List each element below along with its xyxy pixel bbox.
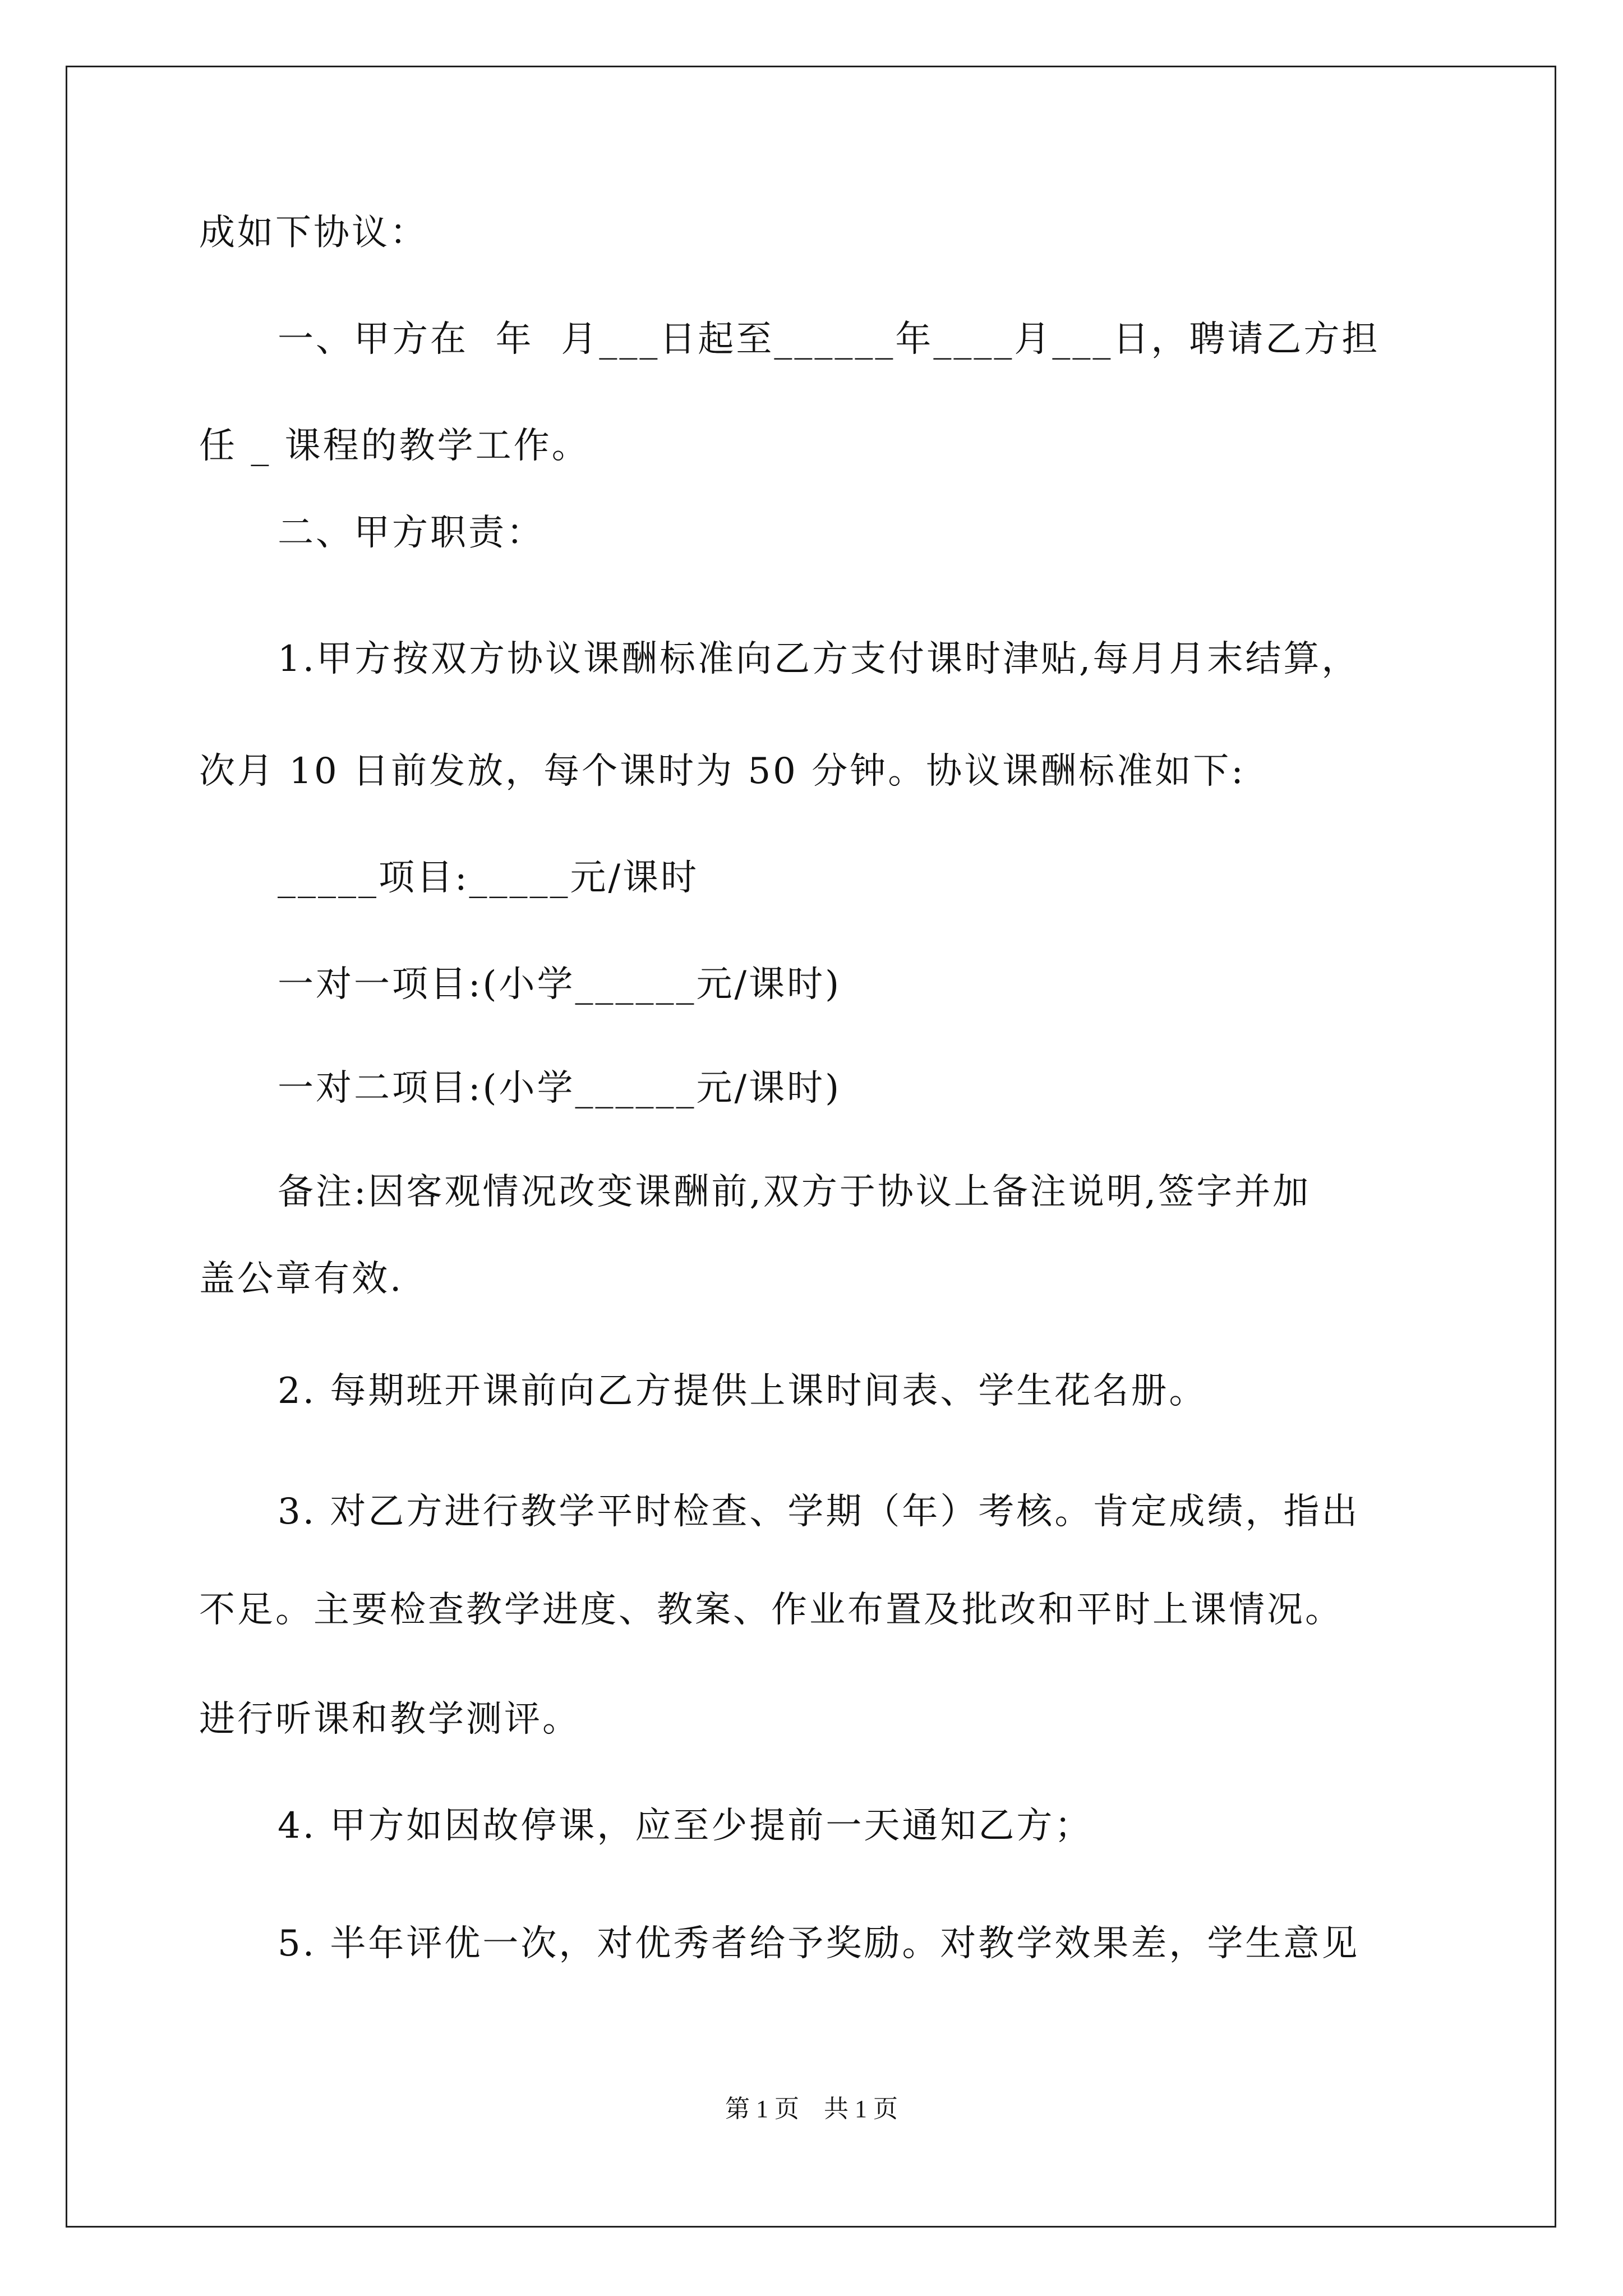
text-line-3: 任 _ 课程的教学工作。 <box>199 425 590 467</box>
text-line-6: 次月 10 日前发放，每个课时为 50 分钟。协议课酬标准如下: <box>199 751 1246 792</box>
text-line-16: 4. 甲方如因故停课，应至少提前一天通知乙方； <box>278 1805 1093 1847</box>
page-border <box>66 66 1556 2228</box>
text-line-2: 一、甲方在 年 月___日起至______年____月___日，聘请乙方担 <box>278 319 1380 360</box>
text-line-10: 备注:因客观情况改变课酬前,双方于协议上备注说明,签字并加 <box>278 1171 1311 1213</box>
page-number-footer: 第 1 页 共 1 页 <box>725 2095 898 2123</box>
text-line-5: 1.甲方按双方协议课酬标准向乙方支付课时津贴,每月月末结算， <box>278 638 1360 680</box>
text-line-7: _____项目:_____元/课时 <box>278 857 699 899</box>
text-line-17: 5. 半年评优一次，对优秀者给予奖励。对教学效果差，学生意见 <box>278 1923 1360 1964</box>
text-line-12: 2. 每期班开课前向乙方提供上课时间表、学生花名册。 <box>278 1370 1207 1412</box>
text-line-1: 成如下协议： <box>199 212 428 254</box>
text-line-9: 一对二项目:(小学______元/课时) <box>278 1068 842 1109</box>
text-line-14: 不足。主要检查教学进度、教案、作业布置及批改和平时上课情况。 <box>199 1589 1343 1631</box>
text-line-8: 一对一项目:(小学______元/课时) <box>278 964 842 1005</box>
text-line-13: 3. 对乙方进行教学平时检查、学期（年）考核。肯定成绩，指出 <box>278 1491 1360 1533</box>
text-line-4: 二、甲方职责： <box>278 512 545 554</box>
text-line-11: 盖公章有效. <box>199 1258 404 1300</box>
text-line-15: 进行听课和教学测评。 <box>199 1699 580 1740</box>
